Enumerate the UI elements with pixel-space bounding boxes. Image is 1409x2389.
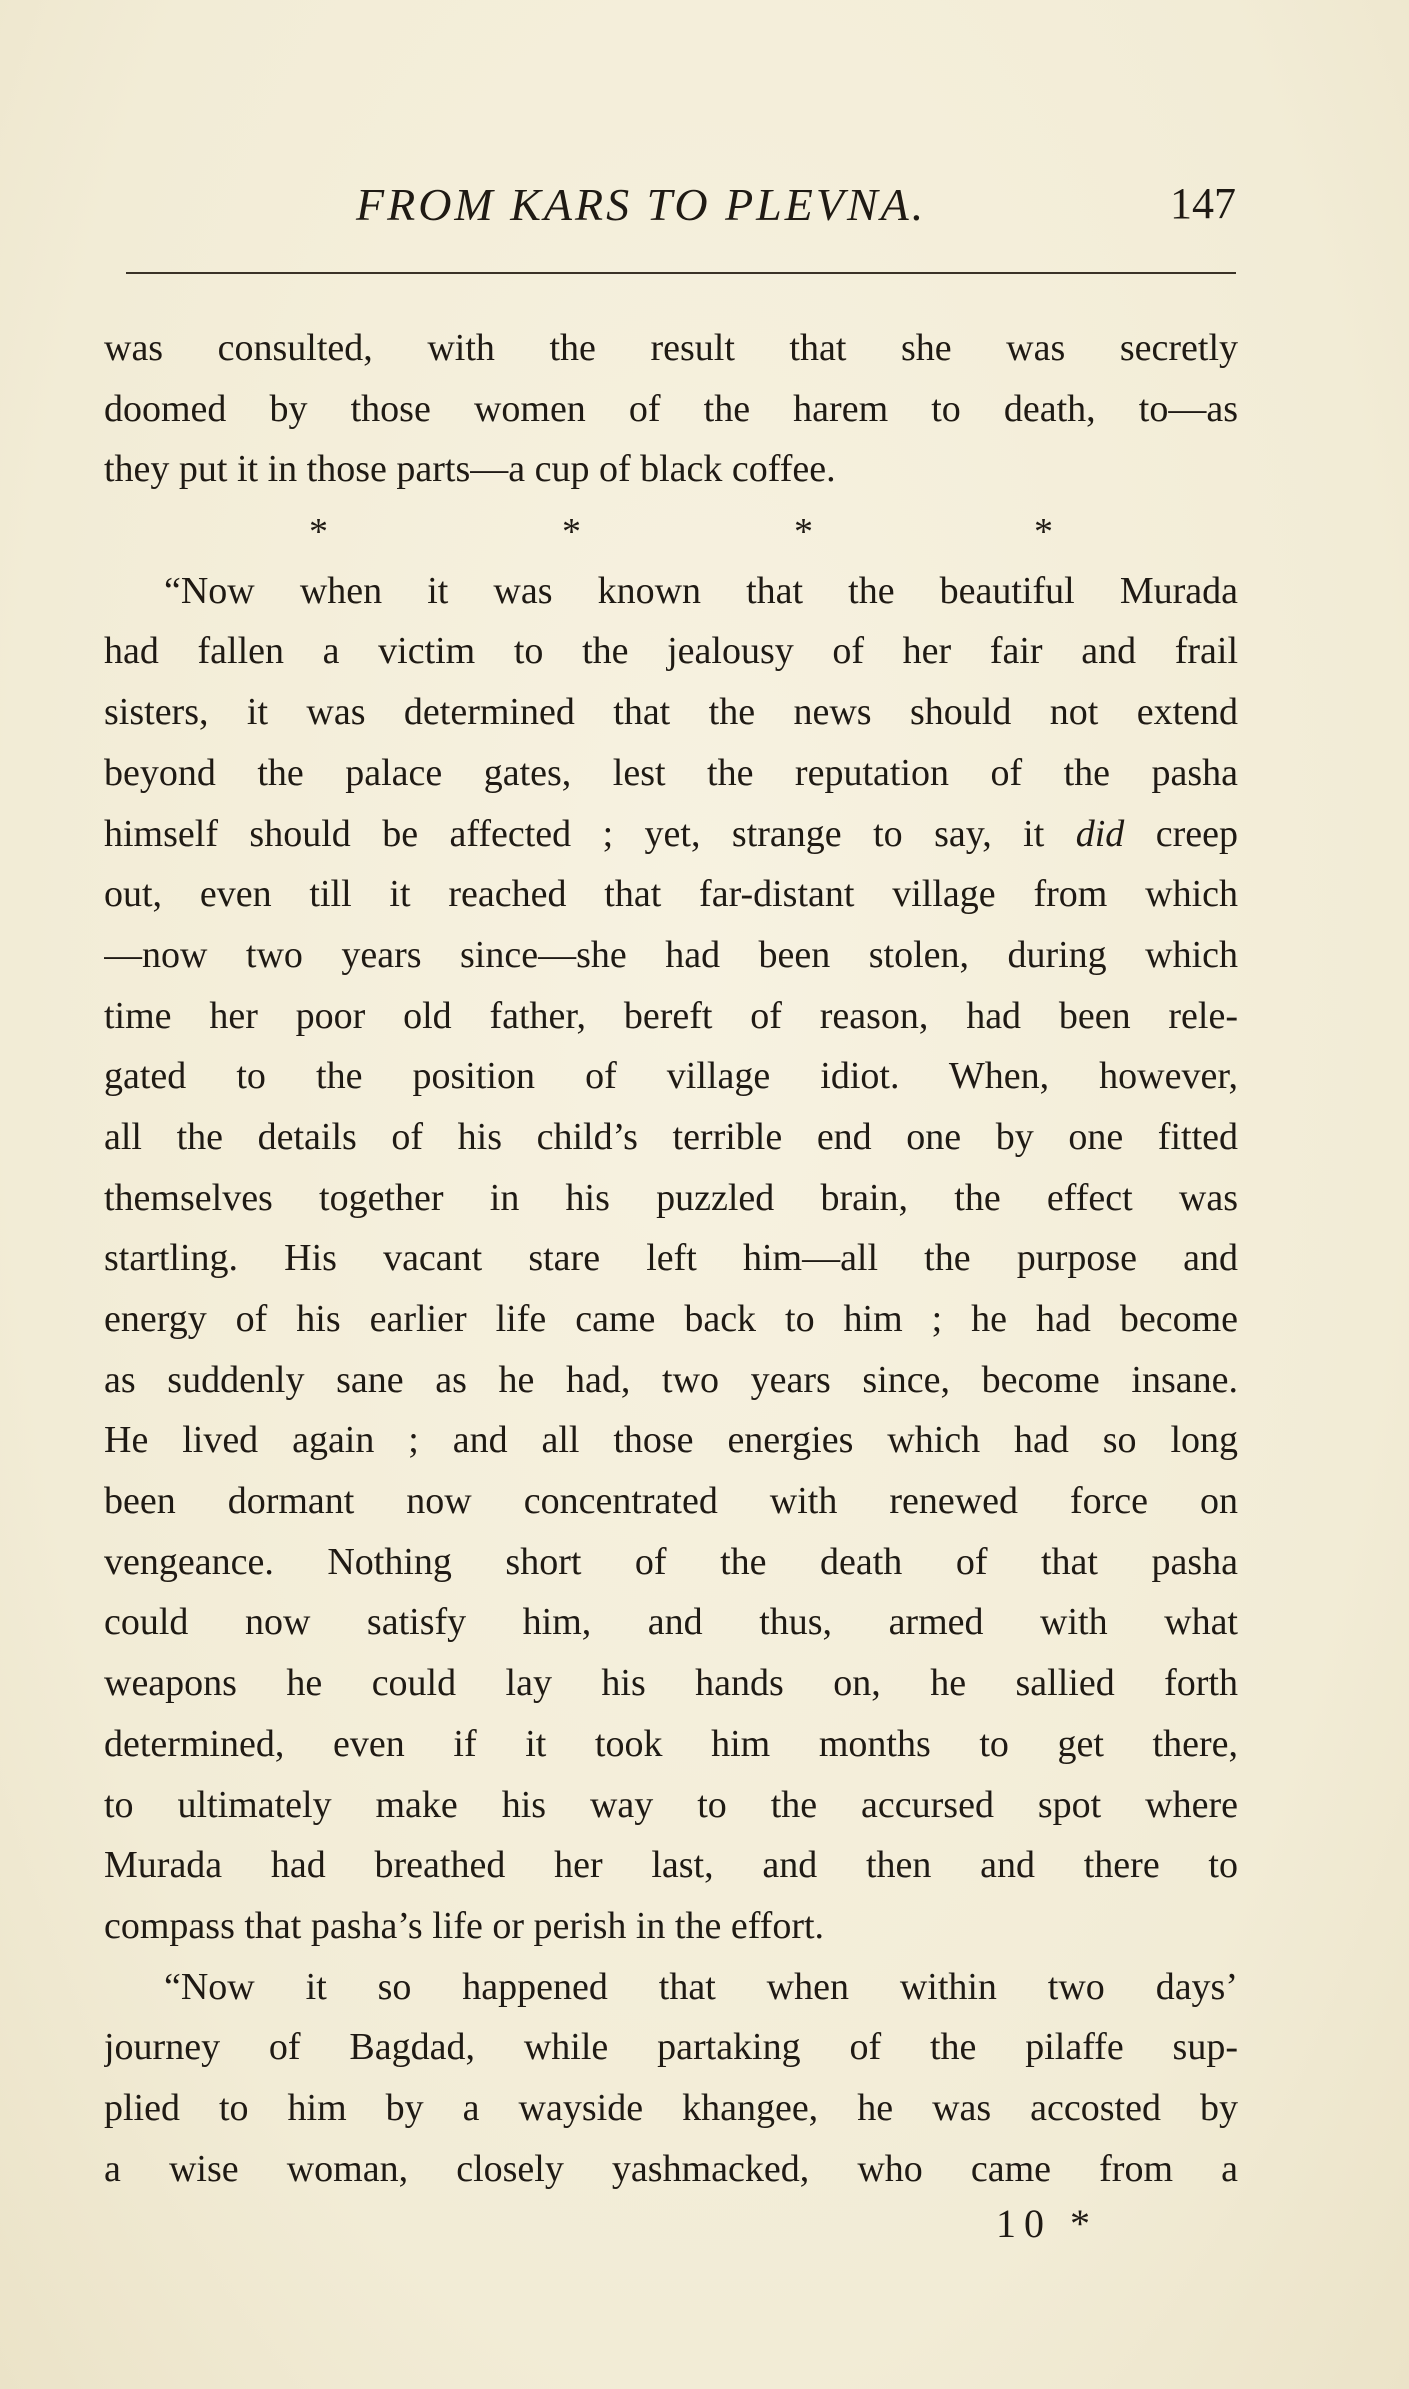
text-line: was consulted, with the result that she was secretly [104, 327, 1238, 369]
text-line: —now two years since—she had been stolen, during which [104, 933, 1238, 976]
text-line-with-italic [104, 804, 1238, 865]
text-line: determined, even if it took him months to get there, [104, 1722, 1238, 1765]
asterisk: * [1034, 511, 1053, 554]
italic-word: did [1075, 812, 1125, 855]
text-line: Murada had breathed her last, and then and there to [104, 1844, 1238, 1887]
text-line: weapons he could lay his hands on, he sallied forth [104, 1662, 1238, 1705]
text-line: doomed by those women of the harem to death, to—as [104, 387, 1238, 430]
text-line: could now satisfy him, and thus, armed with what [104, 1601, 1238, 1644]
text-line: sisters, it was determined that the news should not extend [104, 691, 1238, 734]
asterisk: * [794, 511, 813, 554]
asterisk: * [309, 511, 328, 554]
section-break-asterisks [104, 500, 1238, 561]
text-line: beyond the palace gates, lest the reputation of the pasha [104, 751, 1238, 794]
running-title: FROM KARS TO PLEVNA. [356, 179, 927, 230]
text-line: compass that pasha’s life or perish in the effort. [104, 1904, 825, 1947]
text-line: a wise woman, closely yashmacked, who came from a [104, 2147, 1238, 2190]
text-line: they put it in those parts—a cup of black coffee. [104, 448, 836, 491]
text-line: out, even till it reached that far-distant village from which [104, 873, 1238, 916]
body-text [104, 318, 1238, 2199]
header-rule [126, 272, 1236, 274]
text-span: creep [1155, 812, 1238, 855]
text-span: himself should be affected ; yet, strange to say, it [104, 812, 1045, 855]
text-line: all the details of his child’s terrible end one by one fitted [104, 1115, 1238, 1158]
text-line: time her poor old father, bereft of reason, had been rele- [104, 994, 1238, 1037]
text-line: “Now when it was known that the beautiful Murada [164, 569, 1238, 612]
text-line: themselves together in his puzzled brain, the effect was [104, 1176, 1238, 1219]
signature-mark: 10 * [996, 2201, 1098, 2246]
text-line: as suddenly sane as he had, two years since, become insane. [104, 1358, 1238, 1401]
page-number: 147 [1170, 179, 1236, 228]
text-line: startling. His vacant stare left him—all the purpose and [104, 1237, 1238, 1280]
text-line: been dormant now concentrated with renewed force on [104, 1480, 1238, 1523]
running-head [126, 178, 1236, 238]
text-line: to ultimately make his way to the accursed spot where [104, 1783, 1238, 1826]
text-line: gated to the position of village idiot. When, however, [104, 1055, 1238, 1098]
text-line: energy of his earlier life came back to him ; he had become [104, 1298, 1238, 1340]
asterisk: * [562, 511, 581, 554]
text-line: He lived again ; and all those energies which had so long [104, 1419, 1238, 1462]
text-line: plied to him by a wayside khangee, he was accosted by [104, 2086, 1238, 2129]
text-line: “Now it so happened that when within two days’ [164, 1965, 1238, 2008]
text-line: journey of Bagdad, while partaking of the pilaffe sup- [104, 2026, 1238, 2069]
text-line: had fallen a victim to the jealousy of her fair and frail [104, 630, 1238, 673]
text-line: vengeance. Nothing short of the death of that pasha [104, 1540, 1238, 1583]
